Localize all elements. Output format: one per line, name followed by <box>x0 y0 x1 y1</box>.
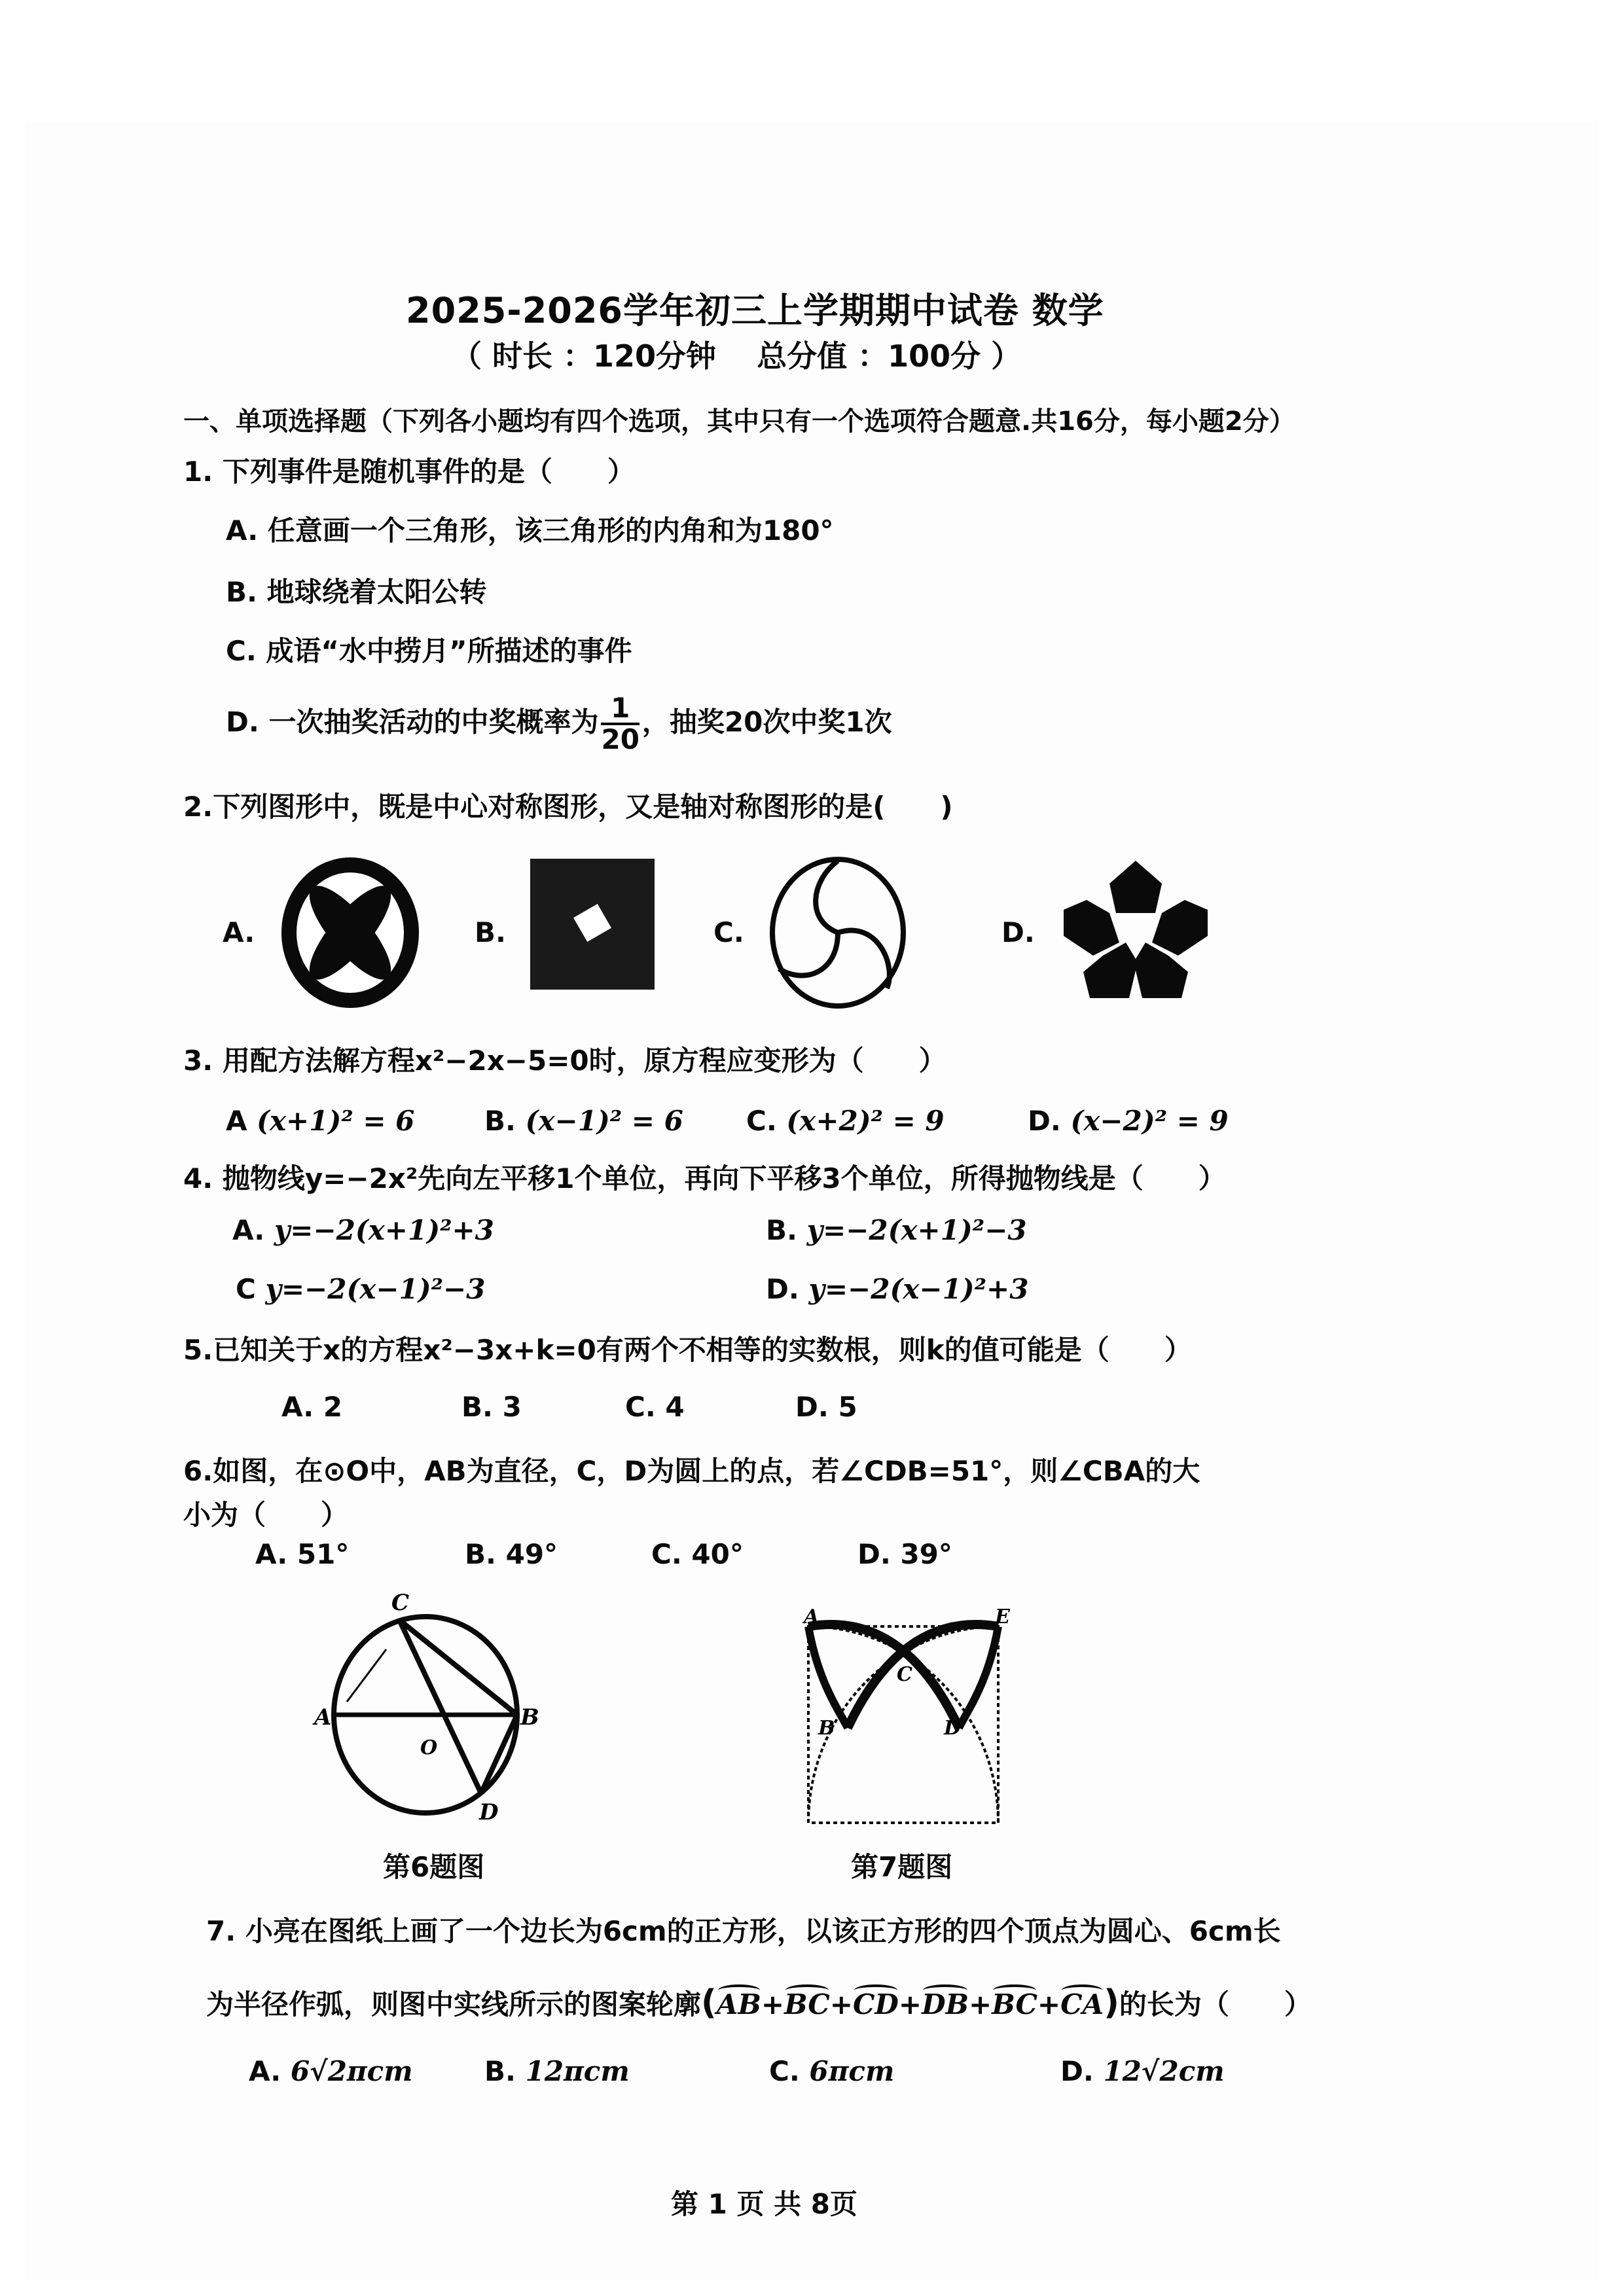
question-text-before: 为半径作弧，则图中实线所示的图案轮廓 <box>206 1988 702 2020</box>
point-a-label: A <box>314 1704 332 1731</box>
point-a-label: A <box>804 1605 820 1628</box>
question-1-stem <box>183 450 635 490</box>
question-text-after: 的长为（ ） <box>1119 1988 1312 2020</box>
question-3-stem <box>183 1039 946 1079</box>
question-4-stem <box>183 1157 1226 1196</box>
option-text: 12√2cm <box>1103 2055 1225 2087</box>
arc-sum-expression: ( <box>701 1983 717 2022</box>
option-text: 6πcm <box>809 2055 895 2087</box>
section-heading: 一、单项选择题（下列各小题均有四个选项，其中只有一个选项符合题意.共16分，每小题2分） <box>183 406 1295 437</box>
option-a[interactable] <box>226 1105 414 1137</box>
option-d[interactable] <box>795 1391 857 1423</box>
option-label: A. <box>255 1538 288 1570</box>
option-label: A. <box>249 2055 281 2087</box>
question-5-stem <box>183 1329 1192 1368</box>
option-a[interactable] <box>255 1538 349 1570</box>
fraction-numerator: 1 <box>601 694 639 725</box>
option-a[interactable] <box>226 509 834 548</box>
option-b[interactable] <box>226 571 487 610</box>
option-label: B. <box>484 2055 516 2087</box>
question-2-stem <box>183 785 953 825</box>
figure-6-caption: 第6题图 <box>383 1851 485 1883</box>
figure-7-caption: 第7题图 <box>851 1851 953 1883</box>
arc-ab: AB <box>716 1988 761 2020</box>
option-text: 39° <box>900 1538 952 1570</box>
option-a[interactable] <box>281 1391 342 1423</box>
fraction-denominator: 20 <box>601 723 640 756</box>
question-text: 抛物线y=−2x²先向左平移1个单位，再向下平移3个单位，所得抛物线是（ ） <box>222 1162 1226 1194</box>
option-text: 任意画一个三角形，该三角形的内角和为180° <box>267 514 834 547</box>
arc-cd: CD <box>853 1988 899 2020</box>
question-text: 用配方法解方程x²−2x−5=0时，原方程应变形为（ ） <box>222 1045 946 1077</box>
option-text: 一次抽奖活动的中奖概率为 <box>268 706 599 738</box>
option-text: (x+1)² = 6 <box>257 1105 415 1137</box>
option-text: (x−2)² = 9 <box>1070 1105 1229 1137</box>
option-text: 51° <box>297 1538 350 1570</box>
option-label: B. <box>484 1105 516 1137</box>
fraction <box>601 694 639 754</box>
option-text: 3 <box>502 1391 522 1423</box>
point-b-label: B <box>520 1704 539 1731</box>
option-c[interactable] <box>769 2055 894 2087</box>
point-o-label: O <box>420 1736 438 1759</box>
option-a-label: A. <box>223 916 255 948</box>
figure-d-pentagons-icon[interactable] <box>1060 857 1211 1001</box>
option-text: 成语“水中捞月”所描述的事件 <box>266 635 632 667</box>
option-label: A. <box>281 1391 314 1423</box>
option-text: (x−1)² = 6 <box>525 1105 683 1137</box>
question-7-stem-line2: 为半径作弧，则图中实线所示的图案轮廓(AB+BC+CD+DB+BC+CA)的长为（ ） <box>206 1983 1312 2022</box>
exam-subtitle: （ 时长 ：120分钟 总分值 ：100分 ） <box>452 338 1022 374</box>
option-label: D. <box>1060 2055 1094 2087</box>
point-b-label: B <box>818 1717 835 1740</box>
question-number: 6. <box>183 1455 213 1487</box>
option-label: D. <box>766 1273 799 1305</box>
option-label: A <box>226 1105 247 1137</box>
option-c[interactable] <box>625 1391 685 1423</box>
arc-bc-2: BC <box>992 1988 1037 2020</box>
option-text: 5 <box>838 1391 857 1423</box>
option-d[interactable] <box>1060 2055 1225 2087</box>
question-number: 3. <box>183 1045 213 1077</box>
option-text: 地球绕着太阳公转 <box>266 576 487 608</box>
figure-a-circle-petals-icon[interactable] <box>281 857 419 1008</box>
point-c-label: C <box>391 1590 410 1616</box>
arc-bc: BC <box>784 1988 830 2020</box>
question-number: 1. <box>183 456 213 488</box>
figure-c-swirl-circle-icon[interactable] <box>766 854 910 1011</box>
figure-b-square-diamond-icon[interactable] <box>530 859 655 990</box>
option-label: B. <box>226 576 257 608</box>
option-label: C. <box>625 1391 656 1423</box>
option-c[interactable] <box>746 1105 945 1137</box>
question-6-stem-line2: 小为（ ） <box>183 1499 349 1531</box>
option-d-label: D. <box>1001 916 1035 948</box>
option-label: D. <box>1028 1105 1061 1137</box>
option-b[interactable] <box>766 1214 1027 1246</box>
option-text: 4 <box>665 1391 685 1423</box>
option-c-label: C. <box>713 916 744 948</box>
point-c-label: C <box>897 1663 912 1686</box>
option-text: y=−2(x+1)²−3 <box>806 1214 1027 1246</box>
option-label: C. <box>746 1105 777 1137</box>
option-c[interactable] <box>236 1273 485 1305</box>
option-d[interactable] <box>226 694 892 754</box>
option-d[interactable] <box>857 1538 952 1570</box>
question-text: 下列图形中，既是中心对称图形，又是轴对称图形的是( ) <box>213 791 953 823</box>
option-d[interactable] <box>766 1273 1028 1305</box>
option-label: D. <box>795 1391 829 1423</box>
option-a[interactable] <box>249 2055 413 2087</box>
option-c[interactable] <box>651 1538 744 1570</box>
page-indicator: 第 1 页 共 8页 <box>671 2188 857 2220</box>
option-label: A. <box>226 514 259 547</box>
option-b[interactable] <box>465 1538 558 1570</box>
question-text: 如图，在⊙O中，AB为直径，C，D为圆上的点，若∠CDB=51°，则∠CBA的大 <box>213 1455 1200 1487</box>
option-c[interactable] <box>226 630 632 669</box>
question-number: 2. <box>183 791 213 823</box>
option-label: D. <box>226 706 259 738</box>
option-text-after: ，抽奖20次中奖1次 <box>641 706 892 738</box>
square-arcs-diagram-icon <box>799 1597 1021 1833</box>
point-d-label: D <box>479 1799 499 1825</box>
option-label: C. <box>226 635 257 667</box>
option-label: C <box>236 1273 256 1305</box>
point-e-label: E <box>995 1605 1010 1628</box>
question-7-stem-line1 <box>206 1910 1281 1949</box>
circle-diagram-icon <box>308 1590 543 1833</box>
option-d[interactable] <box>1028 1105 1229 1137</box>
question-text: 下列事件是随机事件的是（ ） <box>222 456 635 488</box>
option-label: B. <box>461 1391 493 1423</box>
exam-title: 2025-2026学年初三上学期期中试卷 数学 <box>406 290 1104 331</box>
question-number: 7. <box>206 1915 236 1947</box>
question-text: 小亮在图纸上画了一个边长为6cm的正方形，以该正方形的四个顶点为圆心、6cm长 <box>245 1915 1281 1947</box>
arc-ca: CA <box>1060 1988 1104 2020</box>
option-text: y=−2(x−1)²+3 <box>808 1273 1029 1305</box>
option-b[interactable] <box>484 1105 683 1137</box>
option-text: 49° <box>505 1538 558 1570</box>
option-label: A. <box>232 1214 265 1246</box>
question-text: 已知关于x的方程x²−3x+k=0有两个不相等的实数根，则k的值可能是（ ） <box>213 1334 1192 1366</box>
option-b[interactable] <box>484 2055 630 2087</box>
point-d-label: D <box>944 1717 962 1740</box>
option-text: (x+2)² = 9 <box>786 1105 945 1137</box>
option-b-label: B. <box>475 916 506 948</box>
exam-page <box>26 121 1597 2281</box>
option-text: 12πcm <box>525 2055 630 2087</box>
option-a[interactable] <box>232 1214 494 1246</box>
option-label: C. <box>651 1538 682 1570</box>
question-6-stem-line1 <box>183 1450 1200 1489</box>
option-text: y=−2(x+1)²+3 <box>274 1214 494 1246</box>
option-text: y=−2(x−1)²−3 <box>265 1273 486 1305</box>
option-text: 6√2πcm <box>290 2055 413 2087</box>
option-label: B. <box>465 1538 496 1570</box>
option-label: D. <box>857 1538 891 1570</box>
question-number: 4. <box>183 1162 213 1194</box>
question-number: 5. <box>183 1334 213 1366</box>
option-text: 40° <box>691 1538 744 1570</box>
option-b[interactable] <box>461 1391 522 1423</box>
option-label: B. <box>766 1214 797 1246</box>
arc-db: DB <box>922 1988 969 2020</box>
option-text: 2 <box>323 1391 343 1423</box>
option-label: C. <box>769 2055 800 2087</box>
